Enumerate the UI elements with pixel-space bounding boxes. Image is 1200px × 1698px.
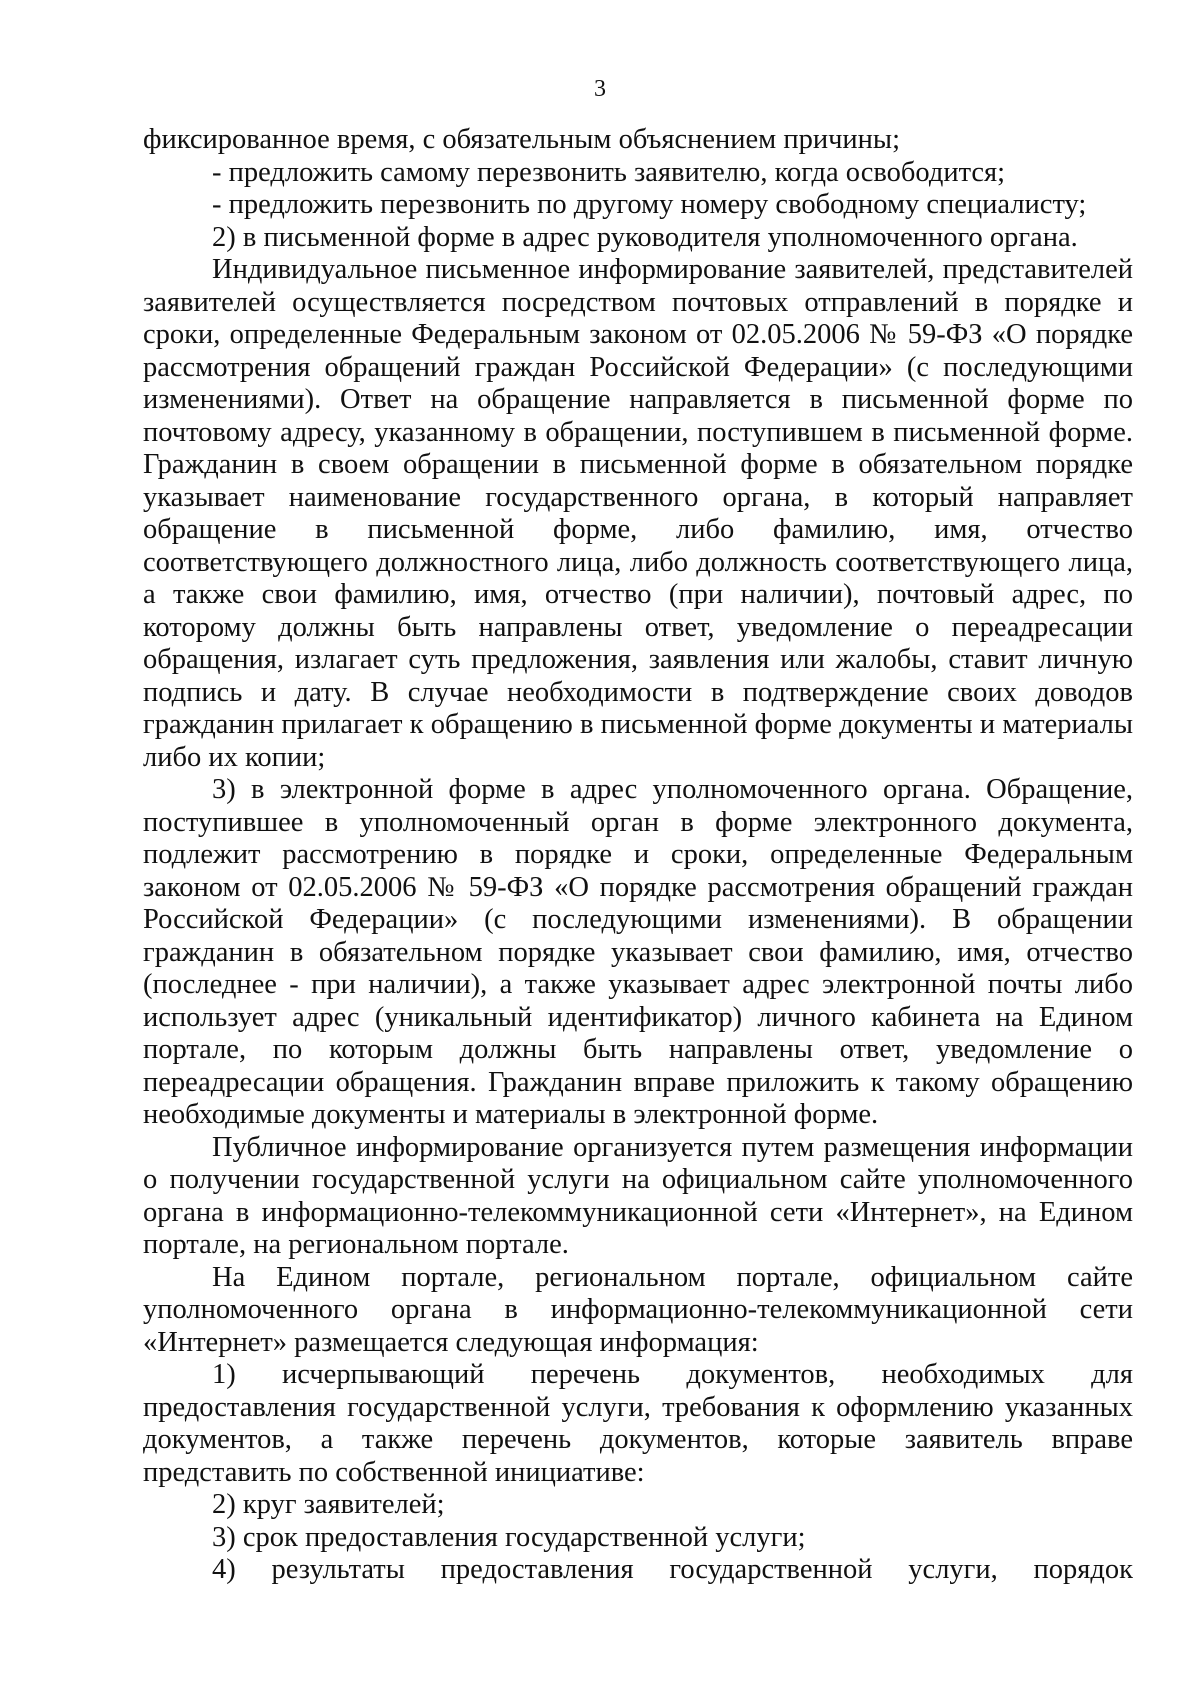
list-item-applicants: 2) круг заявителей; — [212, 1489, 445, 1520]
list-item-callback: - предложить самому перезвонить заявителю, когда освободится; — [212, 156, 1006, 188]
document-body — [143, 124, 1133, 1587]
list-item-written-form: 2) в письменной форме в адрес руководителя уполномоченного органа. — [212, 221, 1078, 253]
list-item-results: 4) результаты предоставления государственной услуги, порядок — [212, 1554, 1133, 1585]
page-number: 3 — [594, 76, 606, 102]
paragraph-public-informing: Публичное информирование организуется путем размещения информации о получении государственной услуги на официальном сайте уполномоченного органа в информационно-телекоммуникационной сети «Интернет», на Едином портале, на региональном портале. — [143, 1131, 1133, 1260]
list-item-other-number: - предложить перезвонить по другому номеру свободному специалисту; — [212, 189, 1087, 220]
paragraph-continuation: фиксированное время, с обязательным объяснением причины; — [143, 124, 901, 155]
list-item-term: 3) срок предоставления государственной услуги; — [212, 1521, 806, 1553]
list-item-electronic-form: 3) в электронной форме в адрес уполномоченного органа. Обращение, поступившее в уполномоченный орган в форме электронного документа, подлежит рассмотрению в порядке и сроки, определенные Федеральным законом от 02.05.2006 № 59-ФЗ «О порядке рассмотрения обращений граждан Российской Федерации» (с последующими изменениями). В обращении гражданин в обязательном порядке указывает свои фамилию, имя, отчество (последнее - при наличии), а также указывает адрес электронной почты либо использует адрес (уникальный идентификатор) личного кабинета на Едином портале, по которым должны быть направлены ответ, уведомление о переадресации обращения. Гражданин вправе приложить к такому обращению необходимые документы и материалы в электронной форме. — [143, 774, 1133, 1130]
list-item-documents: 1) исчерпывающий перечень документов, необходимых для предоставления государственной услуги, требования к оформлению указанных документов, а также перечень документов, которые заявитель вправе представить по собственной инициативе: — [143, 1359, 1133, 1488]
paragraph-individual-informing: Индивидуальное письменное информирование заявителей, представителей заявителей осуществляется посредством почтовых отправлений в порядке и сроки, определенные Федеральным законом от 02.05.2006 № 59-ФЗ «О порядке рассмотрения обращений граждан Российской Федерации» (с последующими изменениями). Ответ на обращение направляется в письменной форме по почтовому адресу, указанному в обращении, поступившем в письменной форме. Гражданин в своем обращении в письменной форме в обязательном порядке указывает наименование государственного органа, в который направляет обращение в письменной форме, либо фамилию, имя, отчество соответствующего должностного лица, либо должность соответствующего лица, а также свои фамилию, имя, отчество (при наличии), почтовый адрес, по которому должны быть направлены ответ, уведомление о переадресации обращения, излагает суть предложения, заявления или жалобы, ставит личную подпись и дату. В случае необходимости в подтверждение своих доводов гражданин прилагает к обращению в письменной форме документы и материалы либо их копии; — [143, 254, 1133, 773]
paragraph-portal-information: На Едином портале, региональном портале, официальном сайте уполномоченного органа в информационно-телекоммуникационной сети «Интернет» размещается следующая информация: — [143, 1261, 1133, 1358]
